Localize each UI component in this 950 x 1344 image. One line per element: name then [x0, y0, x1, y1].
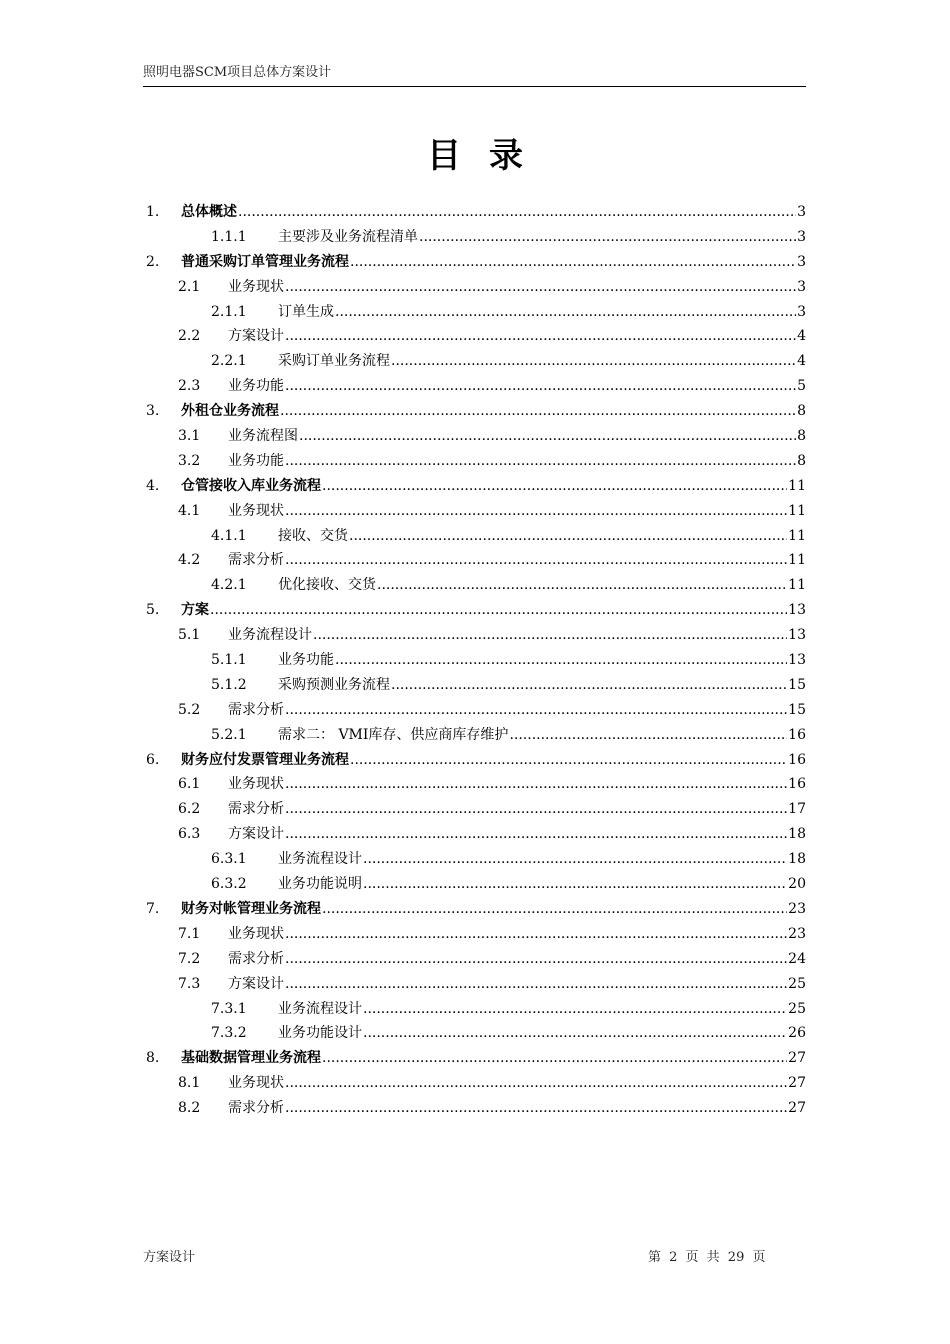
toc-entry[interactable] — [143, 1046, 806, 1071]
toc-entry-page: 15 — [788, 676, 806, 693]
toc-entry-page: 3 — [797, 204, 806, 220]
toc-entry-number: 6.3.2 — [211, 876, 247, 893]
toc-entry-title: 需求分析 — [228, 1100, 284, 1117]
toc-entry-number: 2.2.1 — [211, 353, 247, 370]
toc-entry-number: 4. — [146, 477, 160, 494]
toc-entry-title: 业务现状 — [228, 776, 284, 793]
page-number: 第 2 页 共 29 页 — [648, 1250, 766, 1265]
toc-entry-title: 业务流程设计 — [278, 851, 362, 868]
toc-entry-page: 11 — [788, 552, 806, 569]
toc-entry[interactable] — [143, 598, 806, 623]
toc-leader-dots — [285, 797, 787, 822]
toc-entry-number: 6.3 — [178, 826, 201, 843]
toc-leader-dots — [322, 474, 787, 499]
toc-entry-page: 11 — [788, 502, 806, 519]
toc-leader-dots — [322, 1046, 787, 1071]
toc-entry-title: 财务应付发票管理业务流程 — [181, 751, 349, 768]
toc-entry[interactable] — [143, 847, 806, 872]
toc-entry-number: 7.1 — [178, 925, 201, 942]
toc-entry-page: 15 — [788, 701, 806, 718]
toc-leader-dots — [363, 847, 787, 872]
toc-leader-dots — [285, 1071, 787, 1096]
table-of-contents — [143, 200, 806, 1121]
toc-leader-dots — [391, 673, 787, 698]
toc-entry-title: 方案设计 — [228, 975, 284, 992]
toc-entry-title: 需求分析 — [228, 701, 284, 718]
toc-entry[interactable] — [143, 872, 806, 897]
toc-entry[interactable] — [143, 275, 806, 300]
toc-entry-title: 需求二： VMI库存、供应商库存维护 — [278, 726, 509, 743]
toc-entry-number: 6.1 — [178, 776, 201, 793]
toc-leader-dots — [350, 250, 796, 275]
toc-entry-page: 27 — [788, 1075, 806, 1092]
toc-entry[interactable] — [143, 997, 806, 1022]
toc-leader-dots — [285, 374, 796, 399]
toc-entry-page: 16 — [788, 751, 806, 768]
toc-entry-title: 业务功能说明 — [278, 876, 362, 893]
toc-entry-number: 2. — [146, 253, 160, 270]
toc-title: 目录 — [427, 136, 551, 176]
toc-entry-number: 5.2 — [178, 701, 201, 718]
toc-leader-dots — [285, 499, 787, 524]
toc-entry-page: 26 — [788, 1025, 806, 1042]
toc-entry-number: 2.1 — [178, 278, 201, 295]
toc-entry-title: 业务功能 — [228, 378, 284, 395]
toc-entry-page: 18 — [788, 826, 806, 843]
toc-entry-title: 需求分析 — [228, 950, 284, 967]
toc-entry[interactable] — [143, 723, 806, 748]
toc-entry-number: 5.2.1 — [211, 726, 247, 743]
toc-entry[interactable] — [143, 449, 806, 474]
toc-entry-page: 24 — [788, 950, 806, 967]
toc-entry-page: 11 — [788, 577, 806, 594]
toc-entry-page: 27 — [788, 1050, 806, 1067]
toc-entry-title: 方案设计 — [228, 826, 284, 843]
toc-entry-number: 4.1 — [178, 502, 201, 519]
toc-leader-dots — [419, 225, 796, 250]
toc-entry[interactable] — [143, 947, 806, 972]
toc-entry-number: 5.1.1 — [211, 652, 247, 669]
toc-leader-dots — [313, 623, 787, 648]
toc-entry-title: 订单生成 — [278, 303, 334, 320]
toc-entry-page: 23 — [788, 925, 806, 942]
toc-leader-dots — [285, 324, 796, 349]
toc-entry[interactable] — [143, 822, 806, 847]
toc-entry-title: 基础数据管理业务流程 — [181, 1050, 321, 1067]
toc-entry[interactable] — [143, 499, 806, 524]
toc-entry-page: 4 — [797, 353, 806, 370]
toc-entry[interactable] — [143, 922, 806, 947]
toc-entry-number: 2.3 — [178, 378, 201, 395]
toc-entry-title: 采购订单业务流程 — [278, 353, 390, 370]
toc-entry-number: 4.2 — [178, 552, 201, 569]
toc-entry[interactable] — [143, 772, 806, 797]
toc-leader-dots — [285, 275, 796, 300]
toc-leader-dots — [285, 772, 787, 797]
toc-entry-number: 1.1.1 — [211, 228, 247, 245]
toc-entry[interactable] — [143, 474, 806, 499]
toc-entry[interactable] — [143, 1021, 806, 1046]
toc-entry-title: 采购预测业务流程 — [278, 676, 390, 693]
toc-entry-number: 6.2 — [178, 801, 201, 818]
toc-entry-number: 5. — [146, 602, 160, 619]
toc-entry-number: 7.3 — [178, 975, 201, 992]
toc-entry[interactable] — [143, 797, 806, 822]
toc-entry-title: 方案设计 — [228, 328, 284, 345]
toc-leader-dots — [285, 548, 787, 573]
toc-entry[interactable] — [143, 225, 806, 250]
toc-leader-dots — [285, 922, 787, 947]
toc-entry[interactable] — [143, 349, 806, 374]
toc-entry[interactable] — [143, 897, 806, 922]
toc-entry-page: 13 — [788, 627, 806, 644]
toc-entry-number: 7. — [146, 900, 160, 917]
toc-entry[interactable] — [143, 374, 806, 399]
toc-entry-number: 7.2 — [178, 950, 201, 967]
toc-entry-page: 3 — [797, 228, 806, 245]
toc-entry-number: 6.3.1 — [211, 851, 247, 868]
toc-entry-page: 3 — [797, 278, 806, 295]
toc-entry-title: 外租仓业务流程 — [181, 403, 279, 420]
toc-entry[interactable] — [143, 623, 806, 648]
toc-leader-dots — [285, 698, 787, 723]
toc-entry-page: 17 — [788, 801, 806, 818]
toc-entry-title: 普通采购订单管理业务流程 — [181, 253, 349, 270]
toc-entry-title: 优化接收、交货 — [278, 577, 376, 594]
toc-entry-title: 业务现状 — [228, 925, 284, 942]
toc-entry-title: 方案 — [181, 602, 209, 619]
toc-entry[interactable] — [143, 698, 806, 723]
toc-entry-title: 财务对帐管理业务流程 — [181, 900, 321, 917]
toc-entry-number: 7.3.1 — [211, 1000, 247, 1017]
toc-leader-dots — [238, 200, 796, 225]
toc-entry[interactable] — [143, 200, 806, 225]
footer-left: 方案设计 — [143, 1250, 196, 1265]
toc-entry-page: 23 — [788, 900, 806, 917]
toc-entry-number: 5.1.2 — [211, 676, 247, 693]
toc-entry[interactable] — [143, 399, 806, 424]
toc-entry-page: 25 — [788, 1000, 806, 1017]
toc-entry-title: 仓管接收入库业务流程 — [181, 477, 321, 494]
toc-entry[interactable] — [143, 524, 806, 549]
toc-entry-number: 7.3.2 — [211, 1025, 247, 1042]
toc-entry[interactable] — [143, 673, 806, 698]
toc-entry[interactable] — [143, 424, 806, 449]
toc-entry-page: 5 — [797, 378, 806, 395]
toc-entry-page: 11 — [788, 477, 806, 494]
toc-entry-number: 3. — [146, 403, 160, 420]
toc-leader-dots — [363, 872, 787, 897]
toc-entry-page: 8 — [797, 452, 806, 469]
toc-entry-title: 业务流程图 — [228, 428, 298, 445]
toc-leader-dots — [335, 648, 787, 673]
toc-leader-dots — [285, 822, 787, 847]
toc-entry-page: 16 — [788, 776, 806, 793]
toc-leader-dots — [322, 897, 787, 922]
toc-entry-page: 11 — [788, 527, 806, 544]
toc-leader-dots — [363, 1021, 787, 1046]
toc-leader-dots — [335, 300, 796, 325]
toc-entry-page: 20 — [788, 876, 806, 893]
toc-entry-title: 业务现状 — [228, 502, 284, 519]
toc-entry-title: 接收、交货 — [278, 527, 348, 544]
toc-leader-dots — [210, 598, 787, 623]
toc-leader-dots — [285, 1096, 787, 1121]
toc-entry-number: 2.1.1 — [211, 303, 247, 320]
toc-entry-page: 13 — [788, 652, 806, 669]
toc-entry-page: 4 — [797, 328, 806, 345]
toc-leader-dots — [349, 524, 787, 549]
toc-entry-page: 16 — [788, 726, 806, 743]
toc-entry-number: 8.1 — [178, 1075, 201, 1092]
toc-entry-title: 业务功能 — [228, 452, 284, 469]
toc-entry-number: 3.1 — [178, 428, 201, 445]
toc-entry-page: 8 — [797, 403, 806, 420]
toc-entry-title: 需求分析 — [228, 552, 284, 569]
page-header: 照明电器SCM项目总体方案设计 — [143, 64, 806, 87]
toc-entry-title: 业务现状 — [228, 1075, 284, 1092]
toc-entry-number: 8.2 — [178, 1100, 201, 1117]
toc-entry[interactable] — [143, 1071, 806, 1096]
toc-entry-title: 总体概述 — [181, 204, 237, 220]
toc-entry-title: 业务流程设计 — [278, 1000, 362, 1017]
toc-entry-title: 需求分析 — [228, 801, 284, 818]
toc-leader-dots — [377, 573, 787, 598]
toc-entry-page: 25 — [788, 975, 806, 992]
toc-entry[interactable] — [143, 324, 806, 349]
toc-entry-number: 3.2 — [178, 452, 201, 469]
toc-entry[interactable] — [143, 250, 806, 275]
toc-entry[interactable] — [143, 972, 806, 997]
toc-entry[interactable] — [143, 573, 806, 598]
toc-entry-number: 6. — [146, 751, 160, 768]
toc-entry[interactable] — [143, 300, 806, 325]
toc-entry[interactable] — [143, 748, 806, 773]
toc-leader-dots — [350, 748, 787, 773]
toc-entry-number: 2.2 — [178, 328, 201, 345]
toc-entry-number: 4.2.1 — [211, 577, 247, 594]
toc-entry-number: 5.1 — [178, 627, 201, 644]
toc-leader-dots — [509, 723, 787, 748]
toc-entry-page: 18 — [788, 851, 806, 868]
toc-entry[interactable] — [143, 548, 806, 573]
toc-entry-title: 主要涉及业务流程清单 — [278, 228, 418, 245]
toc-entry[interactable] — [143, 1096, 806, 1121]
toc-entry[interactable] — [143, 648, 806, 673]
toc-entry-number: 8. — [146, 1050, 160, 1067]
toc-entry-number: 4.1.1 — [211, 527, 247, 544]
toc-leader-dots — [285, 947, 787, 972]
toc-leader-dots — [363, 997, 787, 1022]
toc-entry-title: 业务流程设计 — [228, 627, 312, 644]
toc-entry-page: 8 — [797, 428, 806, 445]
toc-leader-dots — [285, 972, 787, 997]
toc-entry-page: 27 — [788, 1100, 806, 1117]
toc-entry-title: 业务功能设计 — [278, 1025, 362, 1042]
toc-entry-page: 3 — [797, 253, 806, 270]
toc-entry-page: 3 — [797, 303, 806, 320]
toc-entry-number: 1. — [146, 204, 160, 220]
toc-leader-dots — [280, 399, 796, 424]
toc-entry-title: 业务功能 — [278, 652, 334, 669]
toc-entry-title: 业务现状 — [228, 278, 284, 295]
toc-leader-dots — [299, 424, 796, 449]
toc-leader-dots — [285, 449, 796, 474]
toc-entry-page: 13 — [788, 602, 806, 619]
toc-leader-dots — [391, 349, 796, 374]
